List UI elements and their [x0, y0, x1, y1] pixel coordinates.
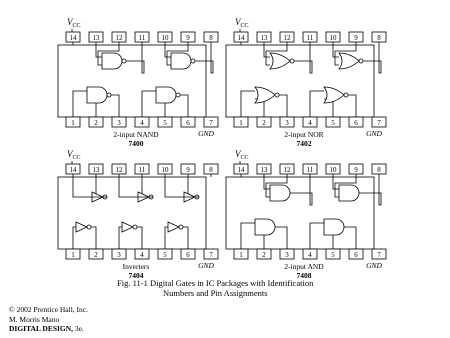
pin-label-8: 8 [377, 34, 381, 42]
pin-label-10: 10 [161, 166, 169, 174]
pin-label-14: 14 [69, 34, 77, 42]
figure-caption [117, 278, 313, 298]
pin-label-3: 3 [285, 251, 289, 259]
pin-label-2: 2 [262, 119, 266, 127]
nand-gate [156, 87, 176, 103]
copyright-line: © 2002 Prentice Hall, Inc. [9, 305, 89, 314]
inversion-bubble [133, 225, 137, 229]
pin-label-1: 1 [239, 251, 243, 259]
inversion-bubble [275, 93, 279, 97]
inversion-bubble [191, 59, 195, 63]
gnd-label: GND [366, 261, 382, 270]
author-line: M. Morris Mano [9, 314, 60, 324]
vcc-subscript: CC [240, 23, 249, 29]
pin-label-12: 12 [115, 34, 123, 42]
gnd-label: GND [198, 129, 214, 138]
and-gate [270, 185, 290, 201]
vcc-label: $V_{CC}$ [235, 17, 249, 29]
pin-label-5: 5 [331, 119, 335, 127]
pin-label-12: 12 [115, 166, 123, 174]
function-label: Inverters [122, 262, 150, 271]
pin-label-1: 1 [239, 119, 243, 127]
and-gate [324, 219, 344, 235]
pin-label-8: 8 [209, 166, 213, 174]
pin-label-3: 3 [117, 119, 121, 127]
pin-label-8: 8 [377, 166, 381, 174]
inversion-bubble [107, 93, 111, 97]
pin-label-2: 2 [262, 251, 266, 259]
pin-label-14: 14 [69, 166, 77, 174]
pin-label-5: 5 [331, 251, 335, 259]
pin-label-6: 6 [354, 251, 358, 259]
pin-label-13: 13 [92, 34, 100, 42]
pin-label-1: 1 [71, 119, 75, 127]
inversion-bubble [359, 59, 363, 63]
part-number-label: 7408 [296, 271, 312, 280]
part-number-label: 7404 [128, 271, 144, 280]
pin-label-11: 11 [306, 166, 314, 174]
and-gate [339, 185, 359, 201]
function-label: 2-input NOR [284, 130, 324, 139]
pin-label-4: 4 [140, 251, 144, 259]
pin-label-5: 5 [163, 251, 167, 259]
vcc-subscript: CC [72, 155, 81, 161]
book-line [9, 324, 88, 334]
vcc-label: $V_{CC}$ [67, 149, 81, 161]
pin-label-9: 9 [186, 166, 190, 174]
pin-label-7: 7 [209, 251, 213, 259]
inversion-bubble [122, 59, 126, 63]
pin-label-6: 6 [186, 119, 190, 127]
pin-label-13: 13 [92, 166, 100, 174]
pin-label-4: 4 [140, 119, 144, 127]
pin-label-3: 3 [285, 119, 289, 127]
vcc-label: $V_{CC}$ [235, 149, 249, 161]
inversion-bubble [87, 225, 91, 229]
pin-label-14: 14 [237, 166, 245, 174]
publisher-footer [9, 305, 88, 334]
pin-label-9: 9 [354, 166, 358, 174]
nand-gate [171, 53, 191, 69]
pin-label-10: 10 [329, 166, 337, 174]
pin-label-6: 6 [186, 251, 190, 259]
pin-label-7: 7 [377, 119, 381, 127]
pin-label-8: 8 [209, 34, 213, 42]
chip-body [58, 177, 206, 249]
pin-label-7: 7 [377, 251, 381, 259]
caption-line-1: Fig. 11-1 Digital Gates in IC Packages with Identification [117, 278, 314, 288]
pin-label-12: 12 [283, 34, 291, 42]
and-gate [255, 219, 275, 235]
gnd-label: GND [366, 129, 382, 138]
pin-label-13: 13 [260, 166, 268, 174]
pin-label-11: 11 [138, 166, 146, 174]
pin-label-12: 12 [283, 166, 291, 174]
chip-7402 [226, 17, 386, 148]
inversion-bubble [179, 225, 183, 229]
part-number-label: 7402 [296, 139, 312, 148]
pin-label-10: 10 [329, 34, 337, 42]
chip-7404 [58, 149, 218, 280]
chip-7400 [58, 17, 218, 148]
pin-label-1: 1 [71, 251, 75, 259]
vcc-subscript: CC [240, 155, 249, 161]
pin-label-9: 9 [186, 34, 190, 42]
pin-label-11: 11 [138, 34, 146, 42]
part-number-label: 7400 [128, 139, 144, 148]
pin-label-4: 4 [308, 119, 312, 127]
book-edition: 3e. [73, 324, 84, 333]
inversion-bubble [344, 93, 348, 97]
nand-gate [87, 87, 107, 103]
nand-gate [102, 53, 122, 69]
gnd-label: GND [198, 261, 214, 270]
pin-label-11: 11 [306, 34, 314, 42]
function-label: 2-input NAND [113, 130, 159, 139]
pin-label-6: 6 [354, 119, 358, 127]
pin-label-4: 4 [308, 251, 312, 259]
pin-label-13: 13 [260, 34, 268, 42]
pin-label-7: 7 [209, 119, 213, 127]
pin-label-3: 3 [117, 251, 121, 259]
pin-label-9: 9 [354, 34, 358, 42]
vcc-label: $V_{CC}$ [67, 17, 81, 29]
pin-label-10: 10 [161, 34, 169, 42]
caption-line-2: Numbers and Pin Assignments [163, 288, 268, 298]
book-title: DIGITAL DESIGN, [9, 324, 74, 333]
pin-label-2: 2 [94, 119, 98, 127]
inversion-bubble [290, 59, 294, 63]
pin-label-2: 2 [94, 251, 98, 259]
vcc-subscript: CC [72, 23, 81, 29]
pin-label-5: 5 [163, 119, 167, 127]
function-label: 2-input AND [284, 262, 324, 271]
chip-7408 [226, 149, 386, 280]
inversion-bubble [176, 93, 180, 97]
pin-label-14: 14 [237, 34, 245, 42]
